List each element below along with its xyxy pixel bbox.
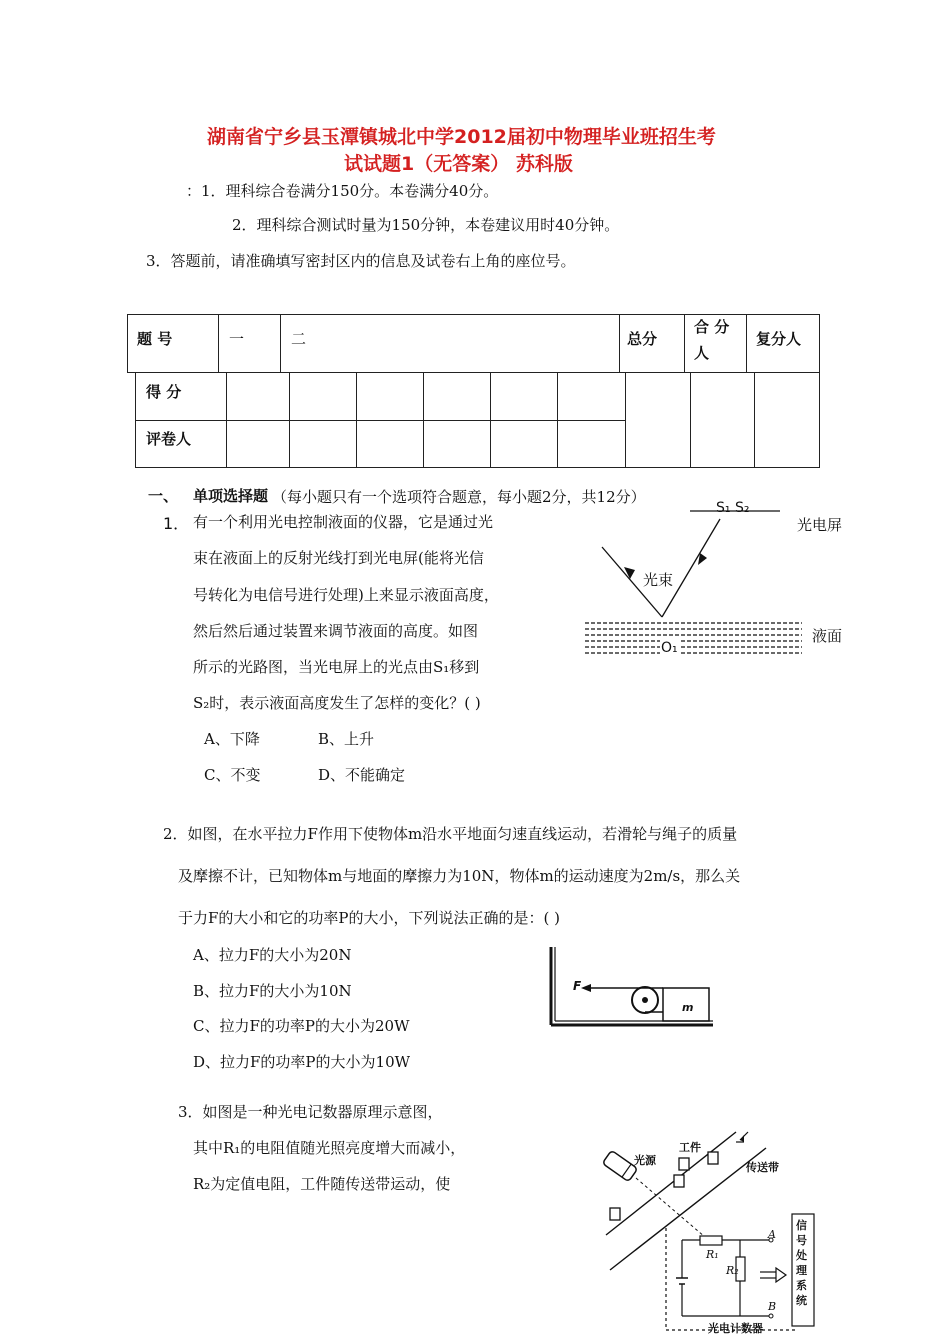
r1-label: R₁ <box>706 1248 719 1261</box>
table-header-checker-2: 人 <box>694 344 710 362</box>
q2-option-d: D、拉力F的功率P的大小为10W <box>193 1053 411 1071</box>
beam-label: 光束 <box>643 571 674 589</box>
q1-option-a: A、下降 <box>204 730 260 748</box>
mass-label: m <box>682 1001 694 1014</box>
table-header-checker-1: 合 分 <box>694 318 730 336</box>
table-header-number: 题 号 <box>137 330 173 348</box>
screen-label: 光电屏 <box>797 516 843 534</box>
terminal-a-label: A <box>768 1228 776 1241</box>
table-header-part2: 二 <box>291 330 307 348</box>
table-header-reviewer: 复分人 <box>756 330 802 348</box>
table-header-total: 总分 <box>627 330 658 348</box>
s1-s2-label: S₁ S₂ <box>716 500 750 516</box>
item-label: 工件 <box>679 1141 701 1154</box>
light-source-label: 光源 <box>634 1154 656 1167</box>
counter-label: 光电计数器 <box>708 1322 763 1335</box>
q1-line-6: S₂时，表示液面高度发生了怎样的变化？( ) <box>193 694 481 712</box>
q2-line-1: 2．如图，在水平拉力F作用下使物体m沿水平地面匀速直线运动，若滑轮与绳子的质量 <box>163 825 738 843</box>
q1-option-b: B、上升 <box>318 730 375 748</box>
title-line-2: 试试题1（无答案） 苏科版 <box>344 153 573 175</box>
table-row-score: 得 分 <box>146 383 182 401</box>
q2-line-3: 于力F的大小和它的功率P的大小，下列说法正确的是：( ) <box>178 909 560 927</box>
table-header-part1: 一 <box>229 330 245 348</box>
q3-line-3: R₂为定值电阻，工件随传送带运动，使 <box>193 1175 451 1193</box>
r2-label: R₂ <box>726 1264 739 1277</box>
table-row-grader: 评卷人 <box>146 430 192 448</box>
force-label: F <box>573 979 582 993</box>
q3-line-1: 3．如图是一种光电记数器原理示意图， <box>178 1103 443 1121</box>
q1-option-d: D、不能确定 <box>318 766 406 784</box>
q1-line-2: 束在液面上的反射光线打到光电屏(能将光信 <box>193 549 484 567</box>
note-1: ：1．理科综合卷满分150分。本卷满分40分。 <box>186 182 499 200</box>
surface-label: 液面 <box>812 627 843 645</box>
note-2: 2．理科综合测试时量为150分钟，本卷建议用时40分钟。 <box>232 216 620 234</box>
q1-line-1: 有一个利用光电控制液面的仪器，它是通过光 <box>193 513 494 531</box>
section-title: 单项选择题 <box>193 487 269 505</box>
q2-option-c: C、拉力F的功率P的大小为20W <box>193 1017 410 1035</box>
q2-option-a: A、拉力F的大小为20N <box>193 946 352 964</box>
q1-number: 1． <box>163 514 190 533</box>
title-line-1: 湖南省宁乡县玉潭镇城北中学2012届初中物理毕业班招生考 <box>207 126 716 148</box>
note-3: 3．答题前，请准确填写密封区内的信息及试卷右上角的座位号。 <box>146 252 576 270</box>
belt-label: 传送带 <box>746 1161 779 1174</box>
q1-line-4: 然后然后通过装置来调节液面的高度。如图 <box>193 622 479 640</box>
q2-option-b: B、拉力F的大小为10N <box>193 982 352 1000</box>
point-o1-label: O₁ <box>661 640 678 656</box>
pulley-diagram <box>545 945 720 1035</box>
terminal-b-label: B <box>768 1300 777 1313</box>
q2-line-2: 及摩擦不计，已知物体m与地面的摩擦力为10N，物体m的运动速度为2m/s，那么关 <box>178 867 741 885</box>
photoelectric-counter-diagram <box>596 1130 826 1340</box>
section-number: 一、 <box>148 487 179 505</box>
q1-line-5: 所示的光路图，当光电屏上的光点由S₁移到 <box>193 658 480 676</box>
q1-option-c: C、不变 <box>204 766 261 784</box>
section-description: （每小题只有一个选项符合题意，每小题2分，共12分） <box>272 488 646 506</box>
q3-line-2: 其中R₁的电阻值随光照亮度增大而减小， <box>193 1139 466 1157</box>
q1-line-3: 号转化为电信号进行处理)上来显示液面高度， <box>193 586 499 604</box>
signal-system-label: 信号处理系统 <box>796 1219 807 1307</box>
